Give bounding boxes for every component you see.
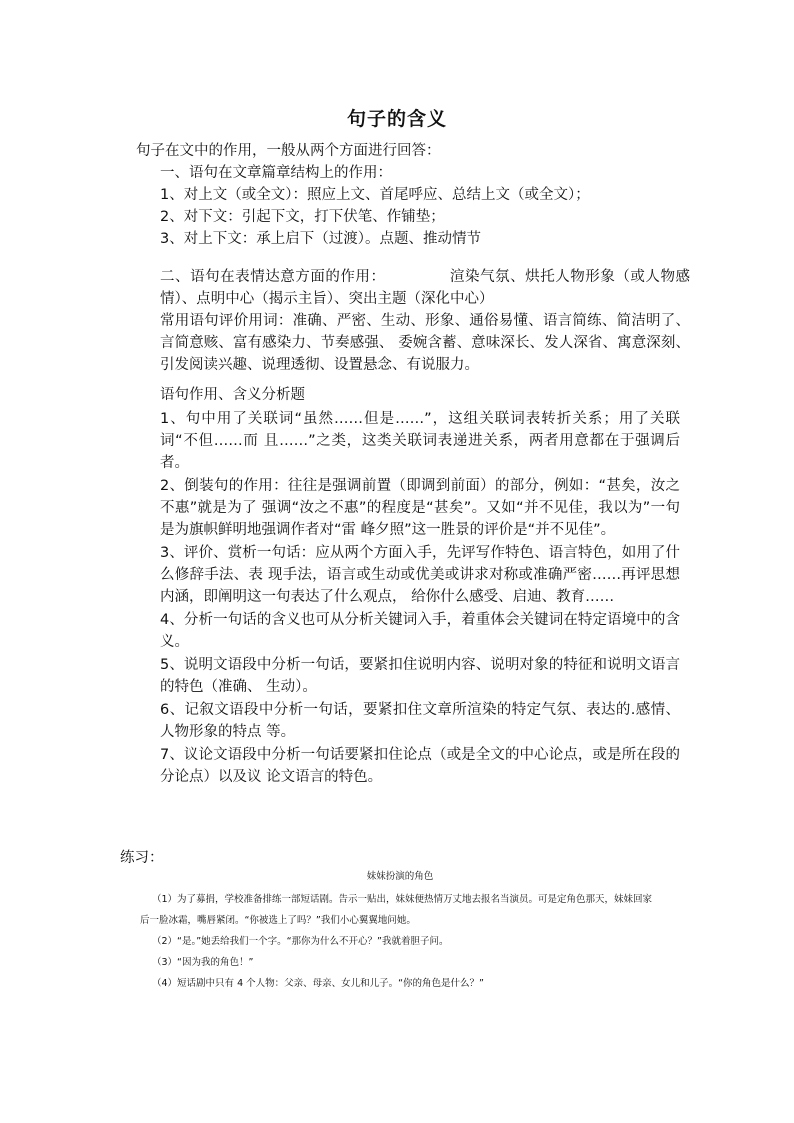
section2 (160, 266, 690, 376)
section3-heading: 语句作用、含义分析题 (160, 387, 305, 403)
passage-title: 妹妹扮演的角色 (366, 871, 434, 882)
section2-paragraph (160, 266, 690, 310)
practice-passage (140, 866, 660, 994)
passage-paragraph: （3）“因为我的角色！” (152, 957, 254, 968)
section2-heading: 二、语句在表情达意方面的作用： (160, 269, 386, 285)
analysis-item: 2、倒装句的作用：往往是强调前置（即调到前面）的部分，例如：“甚矣，汝之不惠”就是为了 强调“汝之不惠”的程度是“甚矣”。又如“并不见佳，我以为”一句是为旗帜鲜明地强调作者对“雷 峰夕照”这一胜景的评价是“并不见佳”。 (160, 478, 680, 538)
section2-content: 渲染气氛、烘托人物形象（或人物感情）、点明中心（揭示主旨）、突出主题（深化中心） (160, 269, 690, 307)
analysis-item: 7、议论文语段中分析一句话要紧扣住论点（或是全文的中心论点，或是所在段的分论点）以及议 论文语言的特色。 (160, 747, 680, 785)
analysis-item: 4、分析一句话的含义也可从分析关键词入手，着重体会关键词在特定语境中的含义。 (160, 612, 680, 650)
practice-label: 练习： (120, 850, 164, 866)
passage-paragraph: （2）“是。”她丢给我们一个字。“那你为什么不开心？”我就着胆子问。 (152, 936, 449, 947)
analysis-item: 5、说明文语段中分析一句话，要紧扣住说明内容、说明对象的特征和说明文语言的特色（准确、 生动）。 (160, 657, 680, 695)
analysis-item: 1、句中用了关联词“虽然……但是……”，这组关联词表转折关系；用了关联词“不但……而 且……”之类，这类关联词表递进关系，两者用意都在于强调后者。 (160, 411, 680, 471)
analysis-item: 3、评价、赏析一句话：应从两个方面入手，先评写作特色、语言特色，如用了什么修辞手法、表 现手法，语言或生动或优美或讲求对称或准确严密……再评思想内涵，即阐明这一句表达了什么观点， 给你什么感受、启迪、教育…… (160, 545, 680, 605)
eval-heading: 常用语句评价用词： (160, 313, 293, 329)
section1-item: 2、对下文：引起下文，打下伏笔、作铺垫； (160, 209, 445, 225)
section1-heading: 一、语句在文章篇章结构上的作用： (160, 165, 392, 181)
page-title: 句子的含义 (346, 108, 447, 130)
passage-paragraph: （4）短话剧中只有 4 个人物：父亲、母亲、女儿和儿子。“你的角色是什么？” (152, 978, 484, 989)
section1-item: 1、对上文（或全文）：照应上文、首尾呼应、总结上文（或全文）； (160, 187, 590, 203)
section3 (160, 384, 680, 789)
passage-paragraph: （1）为了募捐，学校准备排练一部短话剧。告示一贴出，妹妹便热情万丈地去报名当演员。可是定角色那天，妹妹回家后一脸冰霜，嘴唇紧闭。“你被选上了吗？”我们小心翼翼地问她。 (140, 894, 653, 926)
eval-paragraph (160, 310, 690, 376)
intro-text: 句子在文中的作用，一般从两个方面进行回答： (136, 143, 441, 159)
section1-item: 3、对上下文：承上启下（过渡）。点题、推动情节 (160, 231, 481, 247)
eval-content: 准确、严密、生动、形象、通俗易懂、语言简练、简洁明了、言简意赅、富有感染力、节奏感强、 委婉含蓄、意味深长、发人深省、寓意深刻、引发阅读兴趣、说理透彻、设置悬念、有说服力。 (160, 313, 691, 373)
analysis-item: 6、记叙文语段中分析一句话，要紧扣住文章所渲染的特定气氛、表达的.感情、人物形象的特点 等。 (160, 702, 680, 740)
